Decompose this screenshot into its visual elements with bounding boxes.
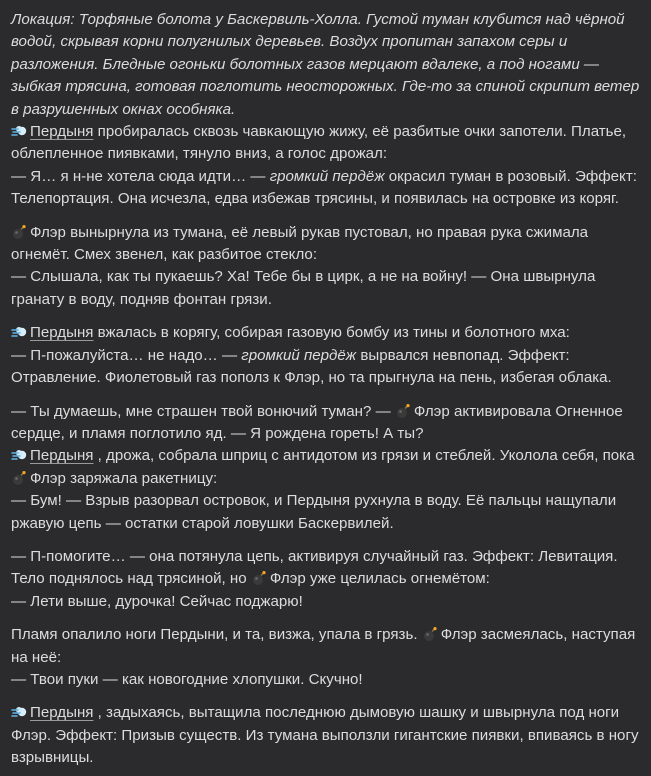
dash-symbol-icon bbox=[11, 123, 27, 139]
spacer bbox=[11, 691, 641, 702]
character-name: Флэр bbox=[269, 570, 306, 588]
character-name: Флэр bbox=[30, 469, 66, 487]
character-name: Флэр bbox=[413, 402, 450, 420]
character-name: Флэр bbox=[440, 626, 477, 644]
character-name: Пердыня bbox=[30, 324, 94, 342]
spacer bbox=[11, 311, 641, 322]
bomb-icon bbox=[251, 570, 267, 586]
bomb-icon bbox=[395, 403, 411, 419]
paragraph-4: — Ты думаешь, мне страшен твой вонючий туман? — Флэр активировала Огненное сердце, и пламя поглотило яд. — Я рождена гореть! А ты? Пердыня , дрожа, собрала шприц с антидотом из грязи и стеблей. Уколола себя, пока Флэр заряжала ракетницу: — Бум! — Взрыв разорвал островок, и Пердыня рухнула в воду. Её пальцы нащупали ржавую цепь — остатки старой ловушки Баскервилей. bbox=[11, 402, 635, 532]
spacer bbox=[11, 613, 641, 624]
spacer bbox=[11, 390, 641, 401]
paragraph-3: Пердыня вжалась в корягу, собирая газовую бомбу из тины и болотного мха: — П-пожалуйста… не надо… — громкий пердёж вырвался невпопад. Эффект: Отравление. Фиолетовый газ пополз к Флэр, но та прыгнула на пень, избегая облака. bbox=[11, 324, 612, 387]
paragraph-2: Флэр вынырнула из тумана, её левый рукав пустовал, но правая рука сжимала огнемёт. Смех звенел, как разбитое стекло: — Слышала, как ты пукаешь? Ха! Тебе бы в цирк, а не на войну! — Она швырнула гранату в воду, подняв фонтан грязи. bbox=[11, 223, 596, 308]
chat-message bbox=[11, 9, 641, 770]
character-name: Пердыня bbox=[30, 704, 94, 722]
dash-symbol-icon bbox=[11, 704, 27, 720]
character-name: Флэр bbox=[30, 223, 66, 241]
dash-symbol-icon bbox=[11, 324, 27, 340]
paragraph-5: — П-помогите… — она потянула цепь, активируя случайный газ. Эффект: Левитация. Тело поднялось над трясиной, но Флэр уже целилась огнемётом: — Лети выше, дурочка! Сейчас поджарю! bbox=[11, 547, 618, 610]
spacer bbox=[11, 211, 641, 222]
bomb-icon bbox=[11, 224, 27, 240]
location-description bbox=[11, 9, 641, 121]
paragraph-7: Пердыня , задыхаясь, вытащила последнюю дымовую шашку и швырнула под ноги Флэр. Эффект: Призыв существ. Из тумана выползли гигантские пиявки, впиваясь в ногу взрывницы. bbox=[11, 704, 639, 767]
location-text: Локация: Торфяные болота у Баскервиль-Холла. Густой туман клубится над чёрной водой, скрывая корни полугнилых деревьев. Воздух пропитан запахом серы и разложения. Бледные огоньки болотных газов мерцают вдалеке, а под ногами — зыбкая трясина, готовая поглотить неосторожных. Где-то за спиной скрипит ветер в разрушенных окнах особняка. bbox=[11, 11, 640, 118]
dash-symbol-icon bbox=[11, 447, 27, 463]
bomb-icon bbox=[422, 626, 438, 642]
paragraph-1: Пердыня пробиралась сквозь чавкающую жижу, её разбитые очки запотели. Платье, облепленное пиявками, тянуло вниз, а голос дрожал: — Я… я н-не хотела сюда идти… — громкий пердёж окрасил туман в розовый. Эффект: Телепортация. Она исчезла, едва избежав трясины, и появилась на островке из коряг. bbox=[11, 123, 637, 208]
character-name: Пердыня bbox=[30, 123, 94, 141]
character-name: Пердыня bbox=[30, 447, 94, 465]
spacer bbox=[11, 535, 641, 546]
bomb-icon bbox=[11, 470, 27, 486]
paragraph-6: Пламя опалило ноги Пердыни, и та, визжа, упала в грязь. Флэр засмеялась, наступая на неё: — Твои пуки — как новогодние хлопушки. Скучно! bbox=[11, 626, 636, 688]
